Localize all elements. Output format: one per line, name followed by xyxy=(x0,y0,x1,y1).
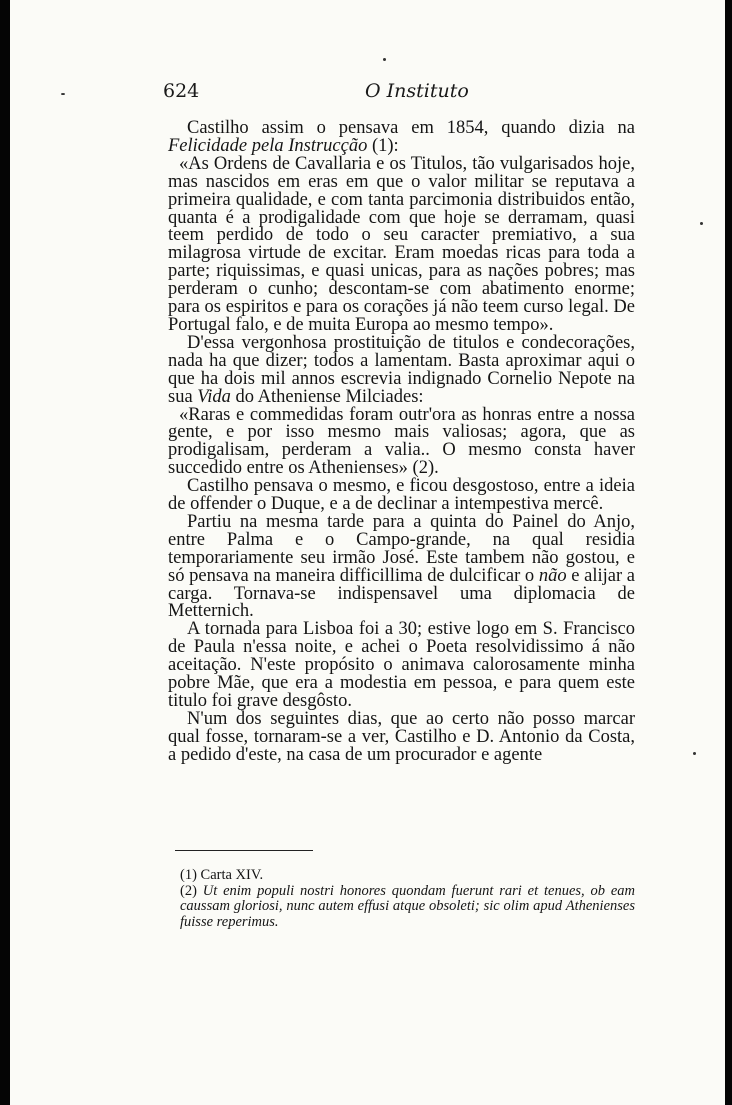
quotation-paragraph: «As Ordens de Cavallaria e os Titulos, tão vulgarisados hoje, mas nascidos em eras em que o valor militar se reputava a primeira qualidade, e com tanta parcimonia distribuidos então, quanta é a prodigalidade com que hoje se derramam, quasi teem perdido de todo o seu caracter premiativo, a sua milagrosa virtude de excitar. Eram moedas ricas para toda a parte; riquissimas, e quasi unicas, para as nações pobres; mas perderam o cunho; descontam-se com abatimento enorme; para os espiritos e para os corações já não teem curso legal. De Portugal falo, e de muita Europa ao mesmo tempo». xyxy=(168,153,635,335)
scan-speck xyxy=(700,222,703,225)
paragraph: A tornada para Lisboa foi a 30; estive logo em S. Francisco de Paula n'essa noite, e achei o Poeta resolvidissimo á não aceitação. N'este propósito o animava calorosamente minha pobre Mãe, que era a modestia em pessoa, e para quem este titulo foi grave desgôsto. xyxy=(168,619,635,711)
paragraph: D'essa vergonhosa prostituição de titulos e condecorações, nada ha que dizer; todos a lamentam. Basta aproximar aqui o que ha dois mil annos escrevia indignado Cornelio Nepote na sua Vida do Atheniense Milciades: xyxy=(168,332,635,407)
paragraph: N'um dos seguintes dias, que ao certo não posso marcar qual fosse, tornaram-se a ver, Castilho e D. Antonio da Costa, a pedido d'este, na casa de um procurador e agente xyxy=(168,708,635,765)
footnote-rule xyxy=(175,850,313,851)
scan-speck xyxy=(693,752,696,755)
scan-border-right xyxy=(725,0,732,1105)
emphasis: não xyxy=(538,565,567,586)
quotation-paragraph: «Raras e commedidas foram outr'ora as honras entre a nossa gente, e por isso mesmo mais valiosas; agora, que as prodigalisam, perderam a valia.. O mesmo consta haver succedido entre os Athenienses» (2). xyxy=(168,404,635,479)
footnotes xyxy=(180,868,635,930)
paragraph: Partiu na mesma tarde para a quinta do Painel do Anjo, entre Palma e o Campo-grande, na qual residia temporariamente seu irmão José. Este tambem não gostou, e só pensava na maneira difficillima de dulcificar o não e alijar a carga. Tornava-se indispensavel uma diplomacia de Metternich. xyxy=(168,511,635,622)
book-title: Felicidade pela Instrucção xyxy=(168,135,368,156)
latin-quotation: Ut enim populi nostri honores quondam fuerunt rari et tenues, ob eam caussam gloriosi, nunc autem effusi atque obsoleti; sic olim apud Athenienses fuisse reperimus. xyxy=(180,882,635,930)
scan-border-left xyxy=(0,0,10,1105)
footnote: (2) Ut enim populi nostri honores quondam fuerunt rari et tenues, ob eam caussam gloriosi, nunc autem effusi atque obsoleti; sic olim apud Athenienses fuisse reperimus. xyxy=(180,882,635,930)
running-title: O Instituto xyxy=(365,80,469,102)
footnote: (1) Carta XIV. xyxy=(180,867,264,883)
book-title: Vida xyxy=(197,386,231,407)
book-page xyxy=(10,0,725,1105)
scan-speck xyxy=(383,58,386,61)
page-header xyxy=(163,80,633,106)
paragraph: Castilho assim o pensava em 1854, quando dizia na Felicidade pela Instrucção (1): xyxy=(168,118,635,156)
body-text xyxy=(168,120,635,765)
page-number: 624 xyxy=(163,80,200,102)
paragraph: Castilho pensava o mesmo, e ficou desgostoso, entre a ideia de offender o Duque, e a de declinar a intempestiva mercê. xyxy=(168,476,635,515)
scan-speck xyxy=(61,93,65,95)
